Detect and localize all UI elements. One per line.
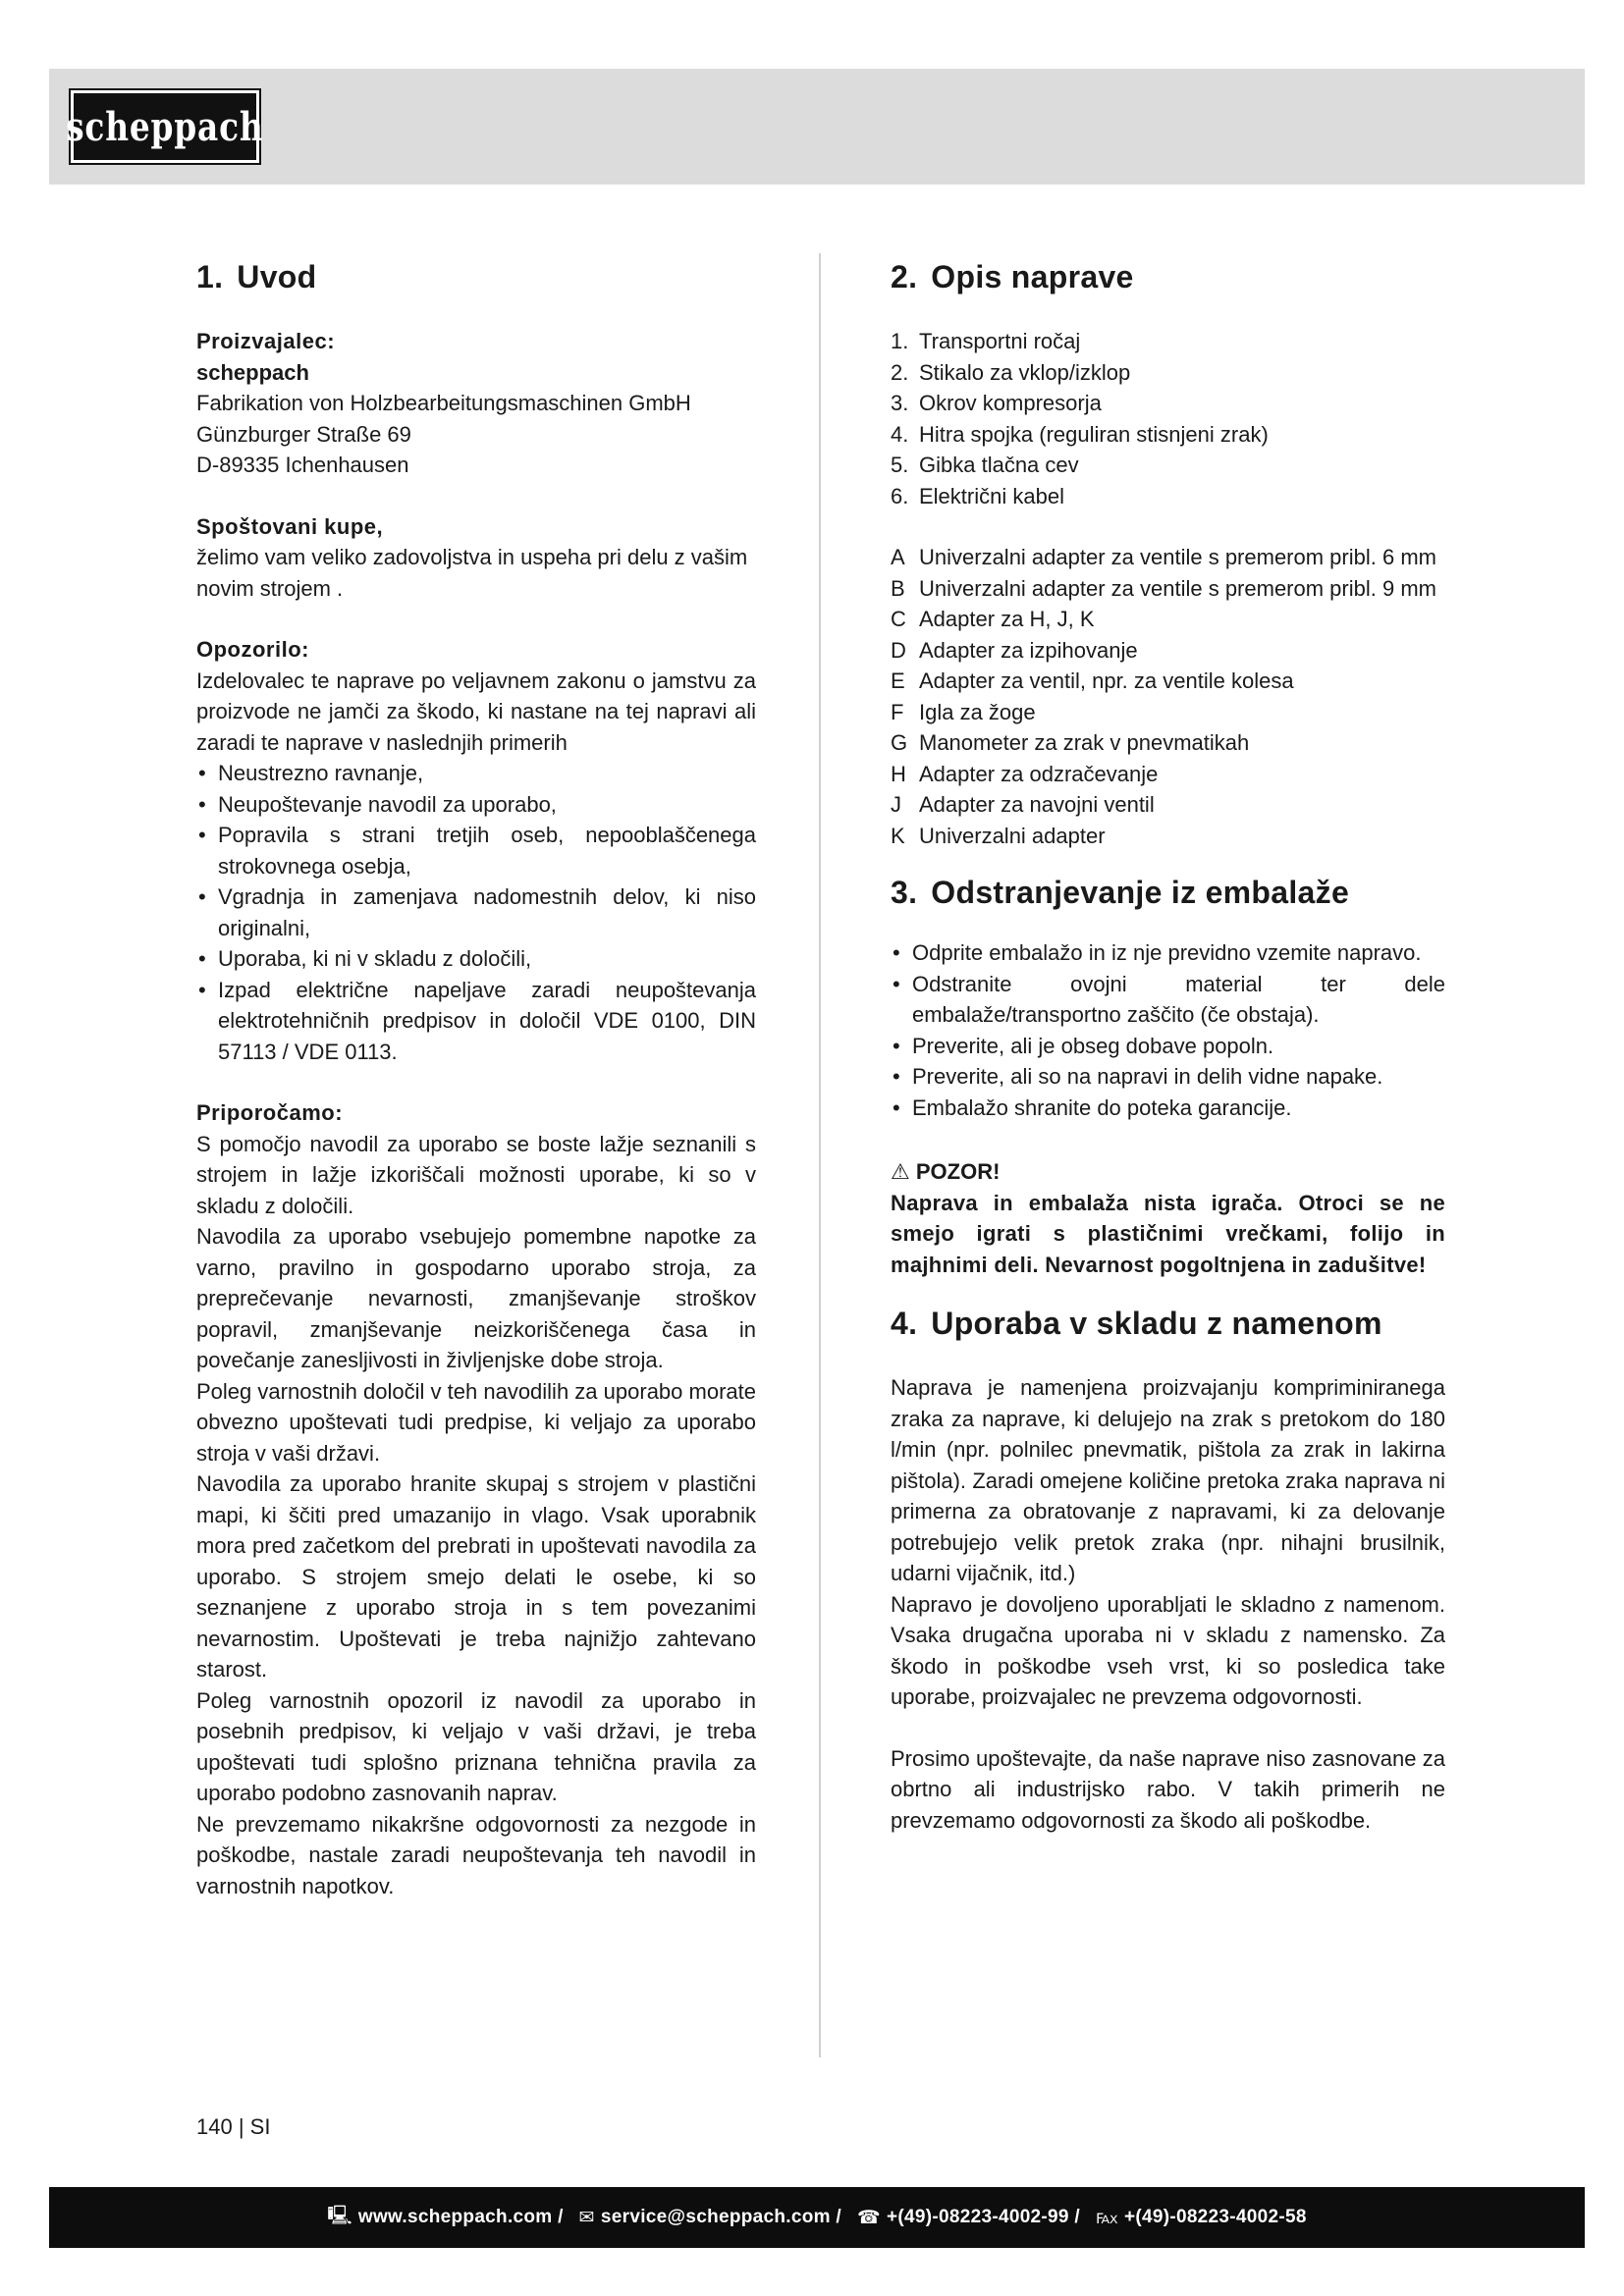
list-item: 6. Električni kabel: [891, 483, 1064, 508]
right-column: [891, 253, 1445, 1836]
phone-icon: ☎: [857, 2207, 881, 2228]
list-item: A Univerzalni adapter za ventile s premerom pribl. 6 mm: [891, 545, 1436, 569]
accessories-lettered-list: [891, 542, 1445, 851]
list-item: • Preverite, ali je obseg dobave popoln.: [891, 1031, 1445, 1062]
list-item: • Neupoštevanje navodil za uporabo,: [196, 789, 756, 821]
recommend-label: Priporočamo:: [196, 1100, 344, 1125]
intended-use-paragraph: Naprava je namenjena proizvajanju kompriminiranega zraka za naprave, ki delujejo na zrak s pretokom do 180 l/min (npr. polnilec pnevmatik, pištola za zrak in lakirna pištola). Zaradi omejene količine pretoka zraka naprava ni primerna za obratovanje z napravami, ki za delovanje potrebujejo velik pretok zraka (npr. nihajni brusilnik, udarni vijačnik, itd.): [891, 1375, 1445, 1585]
mail-icon: ✉: [578, 2207, 595, 2228]
manufacturer-block: [196, 326, 756, 481]
list-item: • Odstranite ovojni material ter dele embalaže/transportno zaščito (če obstaja).: [891, 969, 1445, 1031]
computer-icon: 🖳: [327, 2206, 352, 2226]
footer-website[interactable]: www.scheppach.com /: [357, 2207, 564, 2227]
section-3-heading: 3. Odstranjevanje iz embalaže: [891, 875, 1350, 910]
list-item: • Neustrezno ravnanje,: [196, 758, 756, 789]
list-item: J Adapter za navojni ventil: [891, 792, 1155, 817]
list-item: 3. Okrov kompresorja: [891, 391, 1102, 415]
list-item: 5. Gibka tlačna cev: [891, 453, 1079, 477]
list-item: • Embalažo shranite do poteka garancije.: [891, 1093, 1445, 1124]
manufacturer-name: scheppach: [196, 359, 309, 385]
intended-use-paragraph: Napravo je dovoljeno uporabljati le skladno z namenom. Vsaka drugačna uporaba ni v skladu z namensko. Za škodo in poškodbe vseh vrst, ki so posledica take uporabe, proizvajalec ne prevzema odgovornosti.: [891, 1591, 1445, 1709]
greeting-text: želimo vam veliko zadovoljstva in uspeha pri delu z vašim novim strojem .: [196, 545, 748, 601]
scheppach-logo: [66, 90, 264, 163]
list-item: • Popravila s strani tretjih oseb, nepooblaščenega strokovnega osebja,: [196, 820, 756, 881]
notice-text: Izdelovalec te naprave po veljavnem zakonu o jamstvu za proizvode ne jamči za škodo, ki nastane na tej napravi ali zaradi te naprave v naslednjih primerih: [196, 667, 756, 755]
list-item: F Igla za žoge: [891, 699, 1036, 724]
left-column: [196, 253, 756, 1901]
list-item: K Univerzalni adapter: [891, 823, 1106, 848]
logo-text: scheppach: [66, 103, 264, 150]
warning-icon: ⚠: [891, 1159, 910, 1184]
recommend-paragraph: Ne prevzemamo nikakršne odgovornosti za nezgode in poškodbe, nastale zaradi neupoštevanja teh navodil in varnostnih napotkov.: [196, 1811, 756, 1898]
list-item: H Adapter za odzračevanje: [891, 761, 1159, 786]
unpacking-list: [891, 937, 1445, 1123]
intended-use-paragraph: Prosimo upoštevajte, da naše naprave niso zasnovane za obrtno ali industrijsko rabo. V takih primerih ne prevzemamo odgovornosti za škodo ali poškodbe.: [891, 1745, 1445, 1833]
list-item: 1. Transportni ročaj: [891, 329, 1081, 353]
footer-email[interactable]: service@scheppach.com /: [600, 2207, 842, 2227]
parts-numbered-list: [891, 326, 1445, 511]
recommend-paragraph: Navodila za uporabo vsebujejo pomembne napotke za varno, pravilno in gospodarno uporabo stroja, za preprečevanje nevarnosti, zmanjševanje stroškov popravil, zmanjševanje neizkoriščenega časa in povečanje zanesljivosti in življenjske dobe stroja.: [196, 1224, 756, 1372]
recommend-paragraph: Navodila za uporabo hranite skupaj s strojem v plastični mapi, ki ščiti pred umazanijo in vlago. Vsak uporabnik mora pred začetkom del prebrati in upoštevati navodila za uporabo. S strojem smejo delati le osebe, ki so seznanjene z uporabo stroja in s tem povezanimi nevarnostim. Upoštevati je treba najnižjo zahtevano starost.: [196, 1471, 756, 1682]
list-item: • Uporaba, ki ni v skladu z določili,: [196, 943, 756, 975]
notice-label: Opozorilo:: [196, 637, 309, 662]
list-item: D Adapter za izpihovanje: [891, 637, 1138, 663]
list-item: B Univerzalni adapter za ventile s premerom pribl. 9 mm: [891, 575, 1436, 601]
header-bar: [49, 69, 1585, 185]
greeting-block: [196, 511, 756, 605]
list-item: • Preverite, ali so na napravi in delih vidne napake.: [891, 1061, 1445, 1093]
section-4-heading: 4. Uporaba v skladu z namenom: [891, 1306, 1382, 1341]
list-item: • Izpad električne napeljave zaradi neupoštevanja elektrotehničnih predpisov in določil VDE 0100, DIN 57113 / VDE 0113.: [196, 975, 756, 1068]
recommend-paragraph: S pomočjo navodil za uporabo se boste lažje seznanili s strojem in lažje izkoriščali možnosti uporabe, ki so v skladu z določili.: [196, 1131, 756, 1218]
list-item: C Adapter za H, J, K: [891, 607, 1095, 631]
manufacturer-label: Proizvajalec:: [196, 329, 336, 353]
footer-fax: +(49)-08223-4002-58: [1123, 2207, 1307, 2227]
fax-icon: ℻: [1095, 2207, 1118, 2228]
section-1-heading: 1. Uvod: [196, 259, 317, 294]
list-item: • Vgradnja in zamenjava nadomestnih delov, ki niso originalni,: [196, 881, 756, 943]
recommend-block: [196, 1097, 756, 1901]
manufacturer-line: Fabrikation von Holzbearbeitungsmaschinen GmbH: [196, 391, 691, 415]
manufacturer-line: D-89335 Ichenhausen: [196, 453, 409, 477]
manufacturer-line: Günzburger Straße 69: [196, 421, 411, 447]
list-item: • Odprite embalažo in iz nje previdno vzemite napravo.: [891, 937, 1445, 969]
warning-text: Naprava in embalaža nista igrača. Otroci se ne smejo igrati s plastičnimi vrečkami, folijo in majhnimi deli. Nevarnost pogoltnjena in zadušitve!: [891, 1190, 1445, 1277]
list-item: G Manometer za zrak v pnevmatikah: [891, 730, 1250, 755]
notice-list: [196, 758, 756, 1067]
list-item: 2. Stikalo za vklop/izklop: [891, 359, 1131, 385]
footer-phone: +(49)-08223-4002-99 /: [886, 2207, 1080, 2227]
section-2-heading: 2. Opis naprave: [891, 259, 1134, 294]
list-item: 4. Hitra spojka (reguliran stisnjeni zrak): [891, 421, 1269, 447]
column-divider: [819, 253, 821, 2057]
list-item: E Adapter za ventil, npr. za ventile kolesa: [891, 668, 1294, 693]
notice-block: [196, 634, 756, 1067]
page-number: 140 | SI: [196, 2114, 271, 2139]
warning-heading: ⚠ POZOR!: [891, 1159, 1001, 1184]
recommend-paragraph: Poleg varnostnih opozoril iz navodil za uporabo in posebnih predpisov, ki veljajo v vaši državi, je treba upoštevati tudi splošno priznana tehnična pravila za uporabo podobno zasnovanih naprav.: [196, 1687, 756, 1805]
recommend-paragraph: Poleg varnostnih določil v teh navodilih za uporabo morate obvezno upoštevati tudi predpise, ki veljajo za uporabo stroja v vaši državi.: [196, 1378, 756, 1466]
greeting-label: Spoštovani kupe,: [196, 513, 384, 539]
footer-bar: [49, 2187, 1585, 2248]
